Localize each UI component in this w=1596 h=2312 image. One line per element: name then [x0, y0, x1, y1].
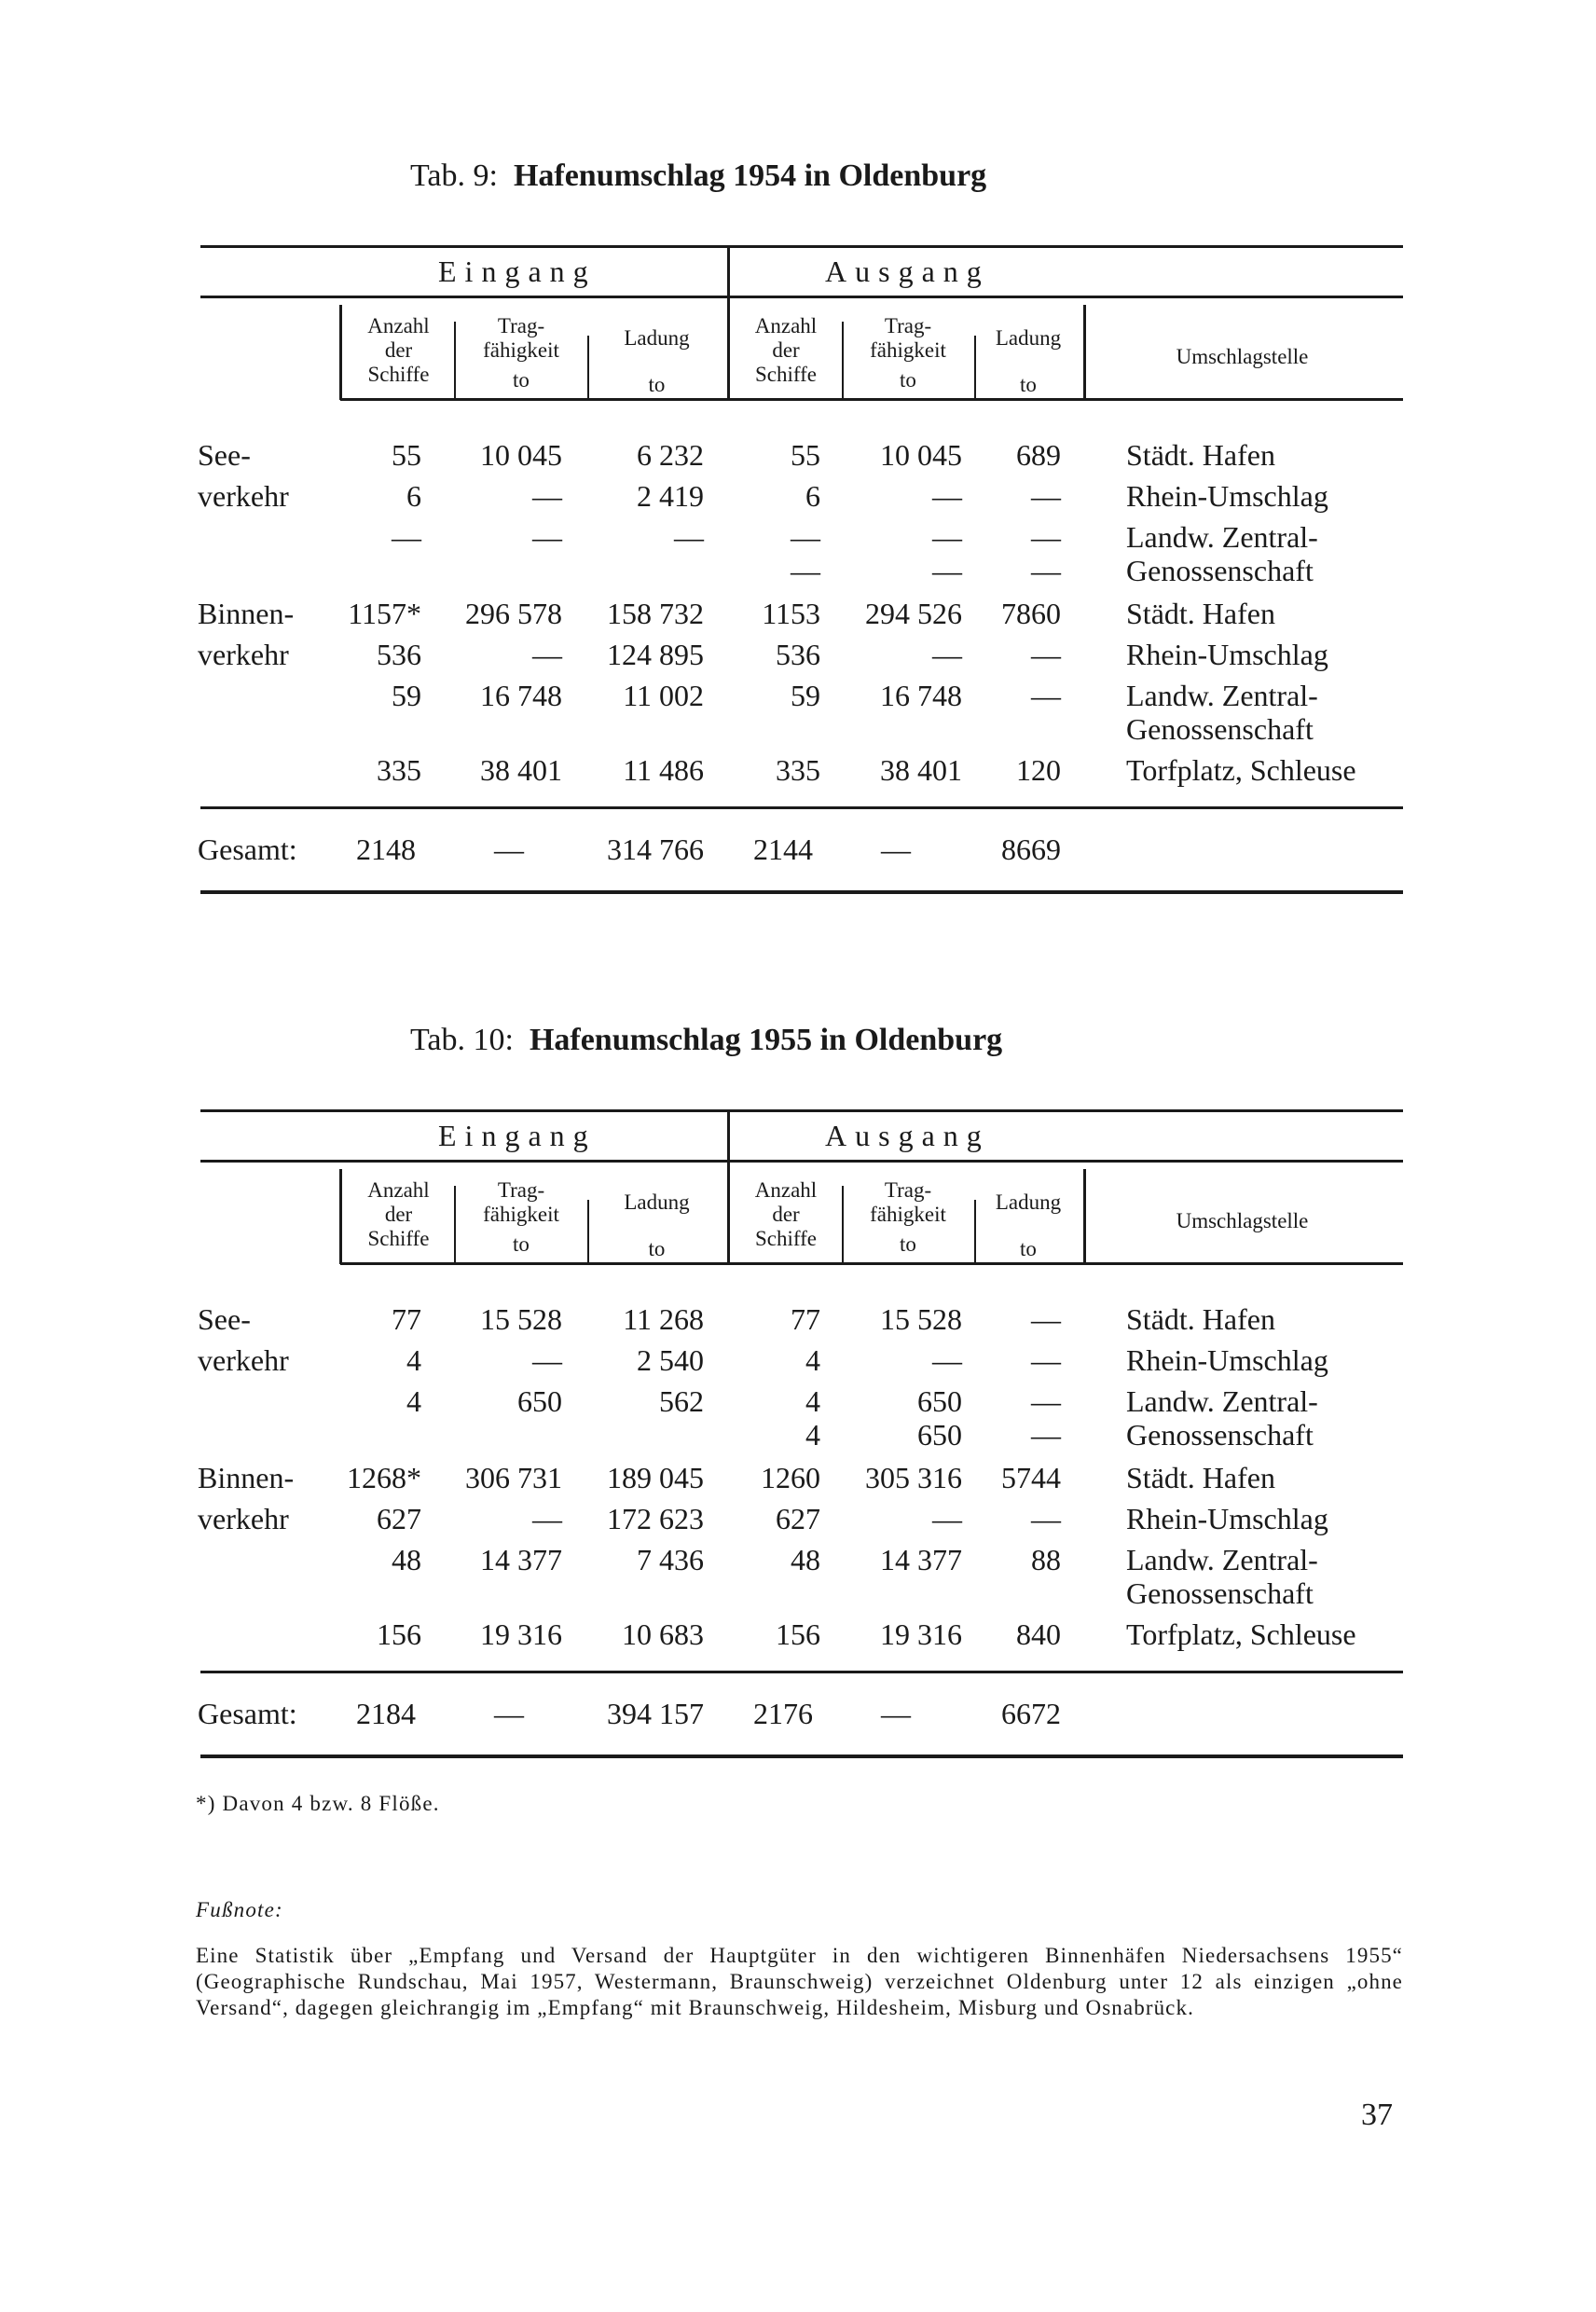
table-cell: 158 732: [607, 597, 704, 630]
column-header-line: Trag-: [497, 314, 545, 337]
table-cell: 650: [517, 1384, 562, 1418]
column-header-anzahl: [732, 314, 840, 387]
table-cell: 536: [377, 638, 421, 671]
table-cell: 294 526: [865, 597, 962, 630]
umschlagstelle-cell: Städt. Hafen: [1126, 1302, 1275, 1336]
column-header-line: to: [648, 373, 666, 396]
column-header-ladung: [589, 326, 724, 397]
table-cell: —: [1031, 1302, 1061, 1336]
column-header-line: der: [384, 338, 413, 362]
rule-header: [340, 398, 1403, 401]
table-cell: 627: [377, 1502, 421, 1535]
table-cell: 840: [1016, 1617, 1061, 1651]
table-cell: 48: [392, 1543, 421, 1576]
column-header-line: fähigkeit: [483, 338, 559, 362]
table-cell: —: [532, 1502, 562, 1535]
caption-title: Hafenumschlag 1955 in Oldenburg: [529, 1023, 1003, 1057]
caption-prefix: Tab. 10:: [410, 1023, 514, 1057]
group-eingang: Eingang: [438, 1119, 597, 1152]
table-cell: 59: [392, 679, 421, 712]
table-cell: 11 486: [623, 753, 704, 787]
group-ausgang: Ausgang: [825, 1119, 990, 1152]
column-header-line: der: [772, 338, 800, 362]
table-cell: 16 748: [880, 679, 962, 712]
footnote-star: *) Davon 4 bzw. 8 Flöße.: [196, 1792, 440, 1815]
table-cell: 1153: [762, 597, 820, 630]
table-cell: 650: [917, 1418, 962, 1452]
umschlagstelle-cell: Genossenschaft: [1126, 1418, 1314, 1452]
table-cell: —: [532, 638, 562, 671]
column-header-line: Schiffe: [367, 1227, 430, 1250]
column-header-line: Ladung: [995, 326, 1062, 350]
table-cell: 7860: [1001, 597, 1061, 630]
umschlagstelle-cell: Torfplatz, Schleuse: [1126, 1617, 1356, 1651]
table-cell: —: [1031, 1418, 1061, 1452]
total-cell: —: [881, 833, 911, 866]
table-cell: 11 268: [623, 1302, 704, 1336]
table-cell: 4: [406, 1343, 421, 1377]
total-cell: —: [881, 1697, 911, 1730]
table-cell: 6: [805, 479, 820, 513]
table-cell: 4: [406, 1384, 421, 1418]
column-header-line: Trag-: [884, 1178, 932, 1202]
table-cell: 689: [1016, 438, 1061, 472]
table-cell: —: [532, 520, 562, 554]
column-header-trag: [844, 314, 972, 392]
table-cell: 156: [377, 1617, 421, 1651]
table-cell: —: [1031, 638, 1061, 671]
table-cell: 5744: [1001, 1461, 1061, 1494]
category-label: verkehr: [198, 1343, 289, 1377]
page-number: 37: [1361, 2098, 1393, 2132]
divider-eingang-ausgang: [727, 245, 730, 400]
caption-prefix: Tab. 9:: [410, 158, 498, 193]
rule-bottom: [200, 1755, 1403, 1758]
category-label: See-: [198, 438, 251, 472]
rule-top: [200, 1109, 1403, 1112]
column-header-trag: [457, 1178, 585, 1257]
rule-group: [200, 1160, 1403, 1163]
umschlagstelle-cell: Torfplatz, Schleuse: [1126, 753, 1356, 787]
table-cell: —: [932, 520, 962, 554]
column-header-line: Anzahl: [754, 1178, 818, 1202]
column-header-umschlag: Umschlagstelle: [1176, 1209, 1309, 1232]
table-cell: 10 045: [880, 438, 962, 472]
group-eingang: Eingang: [438, 255, 597, 288]
umschlagstelle-cell: Rhein-Umschlag: [1126, 1343, 1328, 1377]
table-cell: —: [532, 1343, 562, 1377]
umschlagstelle-cell: Städt. Hafen: [1126, 597, 1275, 630]
category-label: Binnen-: [198, 597, 295, 630]
group-ausgang: Ausgang: [825, 255, 990, 288]
category-label: Binnen-: [198, 1461, 295, 1494]
table-cell: 55: [392, 438, 421, 472]
divider-col: [454, 1186, 456, 1264]
table-cell: 19 316: [480, 1617, 562, 1651]
divider-col: [454, 322, 456, 400]
table-cell: —: [932, 638, 962, 671]
table-cell: 55: [791, 438, 820, 472]
rule-group: [200, 296, 1403, 298]
table-cell: 38 401: [480, 753, 562, 787]
category-label: verkehr: [198, 1502, 289, 1535]
table-cell: —: [1031, 1502, 1061, 1535]
umschlagstelle-cell: Landw. Zentral-: [1126, 1543, 1318, 1576]
rule-top: [200, 245, 1403, 248]
column-header-line: fähigkeit: [870, 338, 946, 362]
table-cell: 6 232: [637, 438, 704, 472]
column-header-line: Ladung: [624, 1190, 690, 1214]
table-cell: 59: [791, 679, 820, 712]
total-label: Gesamt:: [198, 833, 297, 866]
rule-total-top: [200, 806, 1403, 809]
table-cell: 2 419: [637, 479, 704, 513]
column-header-line: fähigkeit: [483, 1203, 559, 1226]
column-header-line: to: [1020, 1237, 1037, 1260]
column-header-line: Trag-: [497, 1178, 545, 1202]
total-cell: 8669: [1001, 833, 1061, 866]
umschlagstelle-cell: Genossenschaft: [1126, 712, 1314, 746]
table-cell: —: [532, 479, 562, 513]
total-label: Gesamt:: [198, 1697, 297, 1730]
table-cell: 124 895: [607, 638, 704, 671]
rule-total-top: [200, 1671, 1403, 1673]
column-header-trag: [844, 1178, 972, 1257]
table-cell: 10 045: [480, 438, 562, 472]
table-cell: 7 436: [637, 1543, 704, 1576]
table-cell: 10 683: [622, 1617, 704, 1651]
table-cell: —: [674, 520, 704, 554]
table-caption: [410, 1023, 1002, 1058]
table-cell: 38 401: [880, 753, 962, 787]
column-header-line: to: [513, 1232, 530, 1256]
column-header-umschlag: Umschlagstelle: [1176, 345, 1309, 368]
total-cell: 6672: [1001, 1697, 1061, 1730]
divider-left: [339, 1169, 342, 1264]
total-cell: 2184: [356, 1697, 416, 1730]
category-label: verkehr: [198, 479, 289, 513]
umschlagstelle-cell: Rhein-Umschlag: [1126, 1502, 1328, 1535]
umschlagstelle-cell: Landw. Zentral-: [1126, 679, 1318, 712]
rule-bottom: [200, 890, 1403, 894]
table-cell: 14 377: [880, 1543, 962, 1576]
column-header-line: Ladung: [624, 326, 690, 350]
column-header-line: to: [900, 1232, 916, 1256]
table-cell: 4: [805, 1418, 820, 1452]
column-header-line: Ladung: [995, 1190, 1062, 1214]
umschlagstelle-cell: Städt. Hafen: [1126, 438, 1275, 472]
table-cell: 4: [805, 1384, 820, 1418]
table-cell: 536: [776, 638, 820, 671]
caption-title: Hafenumschlag 1954 in Oldenburg: [513, 158, 987, 193]
column-header-line: to: [900, 368, 916, 392]
table-cell: 120: [1016, 753, 1061, 787]
umschlagstelle-cell: Genossenschaft: [1126, 1576, 1314, 1610]
table-cell: 562: [659, 1384, 704, 1418]
total-cell: 314 766: [607, 833, 704, 866]
column-header-line: Anzahl: [367, 314, 430, 337]
table-cell: —: [1031, 1343, 1061, 1377]
table-cell: —: [791, 520, 820, 554]
umschlagstelle-cell: Landw. Zentral-: [1126, 1384, 1318, 1418]
column-header-line: der: [384, 1203, 413, 1226]
total-cell: 2148: [356, 833, 416, 866]
umschlagstelle-cell: Genossenschaft: [1126, 554, 1314, 587]
umschlagstelle-cell: Landw. Zentral-: [1126, 520, 1318, 554]
column-header-line: to: [648, 1237, 666, 1260]
table-cell: 650: [917, 1384, 962, 1418]
column-header-anzahl: [732, 1178, 840, 1251]
column-header-line: Anzahl: [367, 1178, 430, 1202]
column-header-line: to: [1020, 373, 1037, 396]
column-header-line: Trag-: [884, 314, 932, 337]
column-header-trag: [457, 314, 585, 392]
table-cell: 189 045: [607, 1461, 704, 1494]
table-cell: 48: [791, 1543, 820, 1576]
rule-header: [340, 1262, 1403, 1265]
table-cell: 77: [791, 1302, 820, 1336]
table-cell: —: [791, 554, 820, 587]
table-cell: —: [932, 1502, 962, 1535]
table-caption: [410, 158, 986, 194]
column-header-line: Schiffe: [754, 363, 817, 386]
total-cell: 394 157: [607, 1697, 704, 1730]
table-cell: 296 578: [465, 597, 562, 630]
table-cell: —: [932, 479, 962, 513]
table-cell: 15 528: [480, 1302, 562, 1336]
table-cell: 4: [805, 1343, 820, 1377]
column-header-ladung: [976, 1190, 1080, 1261]
table-cell: 627: [776, 1502, 820, 1535]
table-cell: 6: [406, 479, 421, 513]
column-header-line: Anzahl: [754, 314, 818, 337]
table-cell: 335: [377, 753, 421, 787]
column-header-anzahl: [345, 1178, 452, 1251]
table-cell: 19 316: [880, 1617, 962, 1651]
table-cell: 77: [392, 1302, 421, 1336]
table-cell: —: [932, 554, 962, 587]
fussnote-label: Fußnote:: [196, 1898, 283, 1921]
table-cell: —: [1031, 554, 1061, 587]
table-cell: 88: [1031, 1543, 1061, 1576]
column-header-ladung: [589, 1190, 724, 1261]
table-cell: 1157*: [348, 597, 421, 630]
table-cell: 335: [776, 753, 820, 787]
table-cell: 306 731: [465, 1461, 562, 1494]
table-cell: 14 377: [480, 1543, 562, 1576]
table-cell: —: [392, 520, 421, 554]
umschlagstelle-cell: Rhein-Umschlag: [1126, 479, 1328, 513]
column-header-anzahl: [345, 314, 452, 387]
table-cell: 305 316: [865, 1461, 962, 1494]
table-cell: —: [1031, 479, 1061, 513]
table-cell: 16 748: [480, 679, 562, 712]
umschlagstelle-cell: Rhein-Umschlag: [1126, 638, 1328, 671]
column-header-line: fähigkeit: [870, 1203, 946, 1226]
table-cell: 1260: [761, 1461, 820, 1494]
category-label: verkehr: [198, 638, 289, 671]
table-cell: —: [932, 1343, 962, 1377]
table-cell: 156: [776, 1617, 820, 1651]
column-header-line: Schiffe: [367, 363, 430, 386]
divider-left: [339, 305, 342, 400]
column-header-line: to: [513, 368, 530, 392]
table-cell: 172 623: [607, 1502, 704, 1535]
column-header-line: Schiffe: [754, 1227, 817, 1250]
divider-eingang-ausgang: [727, 1109, 730, 1264]
column-header-line: der: [772, 1203, 800, 1226]
column-header-ladung: [976, 326, 1080, 397]
table-cell: 1268*: [347, 1461, 421, 1494]
total-cell: 2176: [753, 1697, 813, 1730]
fussnote-text: Eine Statistik über „Empfang und Versand der Hauptgüter in den wichtigeren Binnenhäfen Niedersachsens 1955“ (Geographische Rundschau, Mai 1957, Westermann, Braunschweig) verzeichnet Oldenburg unter 12 als einzigen „ohne Versand“, dagegen gleichrangig im „Empfang“ mit Braunschweig, Hildesheim, Misburg und Osnabrück.: [196, 1944, 1403, 2019]
table-cell: 11 002: [623, 679, 704, 712]
table-cell: —: [1031, 1384, 1061, 1418]
table-cell: —: [1031, 679, 1061, 712]
total-cell: —: [494, 833, 524, 866]
table-cell: 2 540: [637, 1343, 704, 1377]
category-label: See-: [198, 1302, 251, 1336]
table-cell: —: [1031, 520, 1061, 554]
total-cell: 2144: [753, 833, 813, 866]
total-cell: —: [494, 1697, 524, 1730]
table-cell: 15 528: [880, 1302, 962, 1336]
umschlagstelle-cell: Städt. Hafen: [1126, 1461, 1275, 1494]
